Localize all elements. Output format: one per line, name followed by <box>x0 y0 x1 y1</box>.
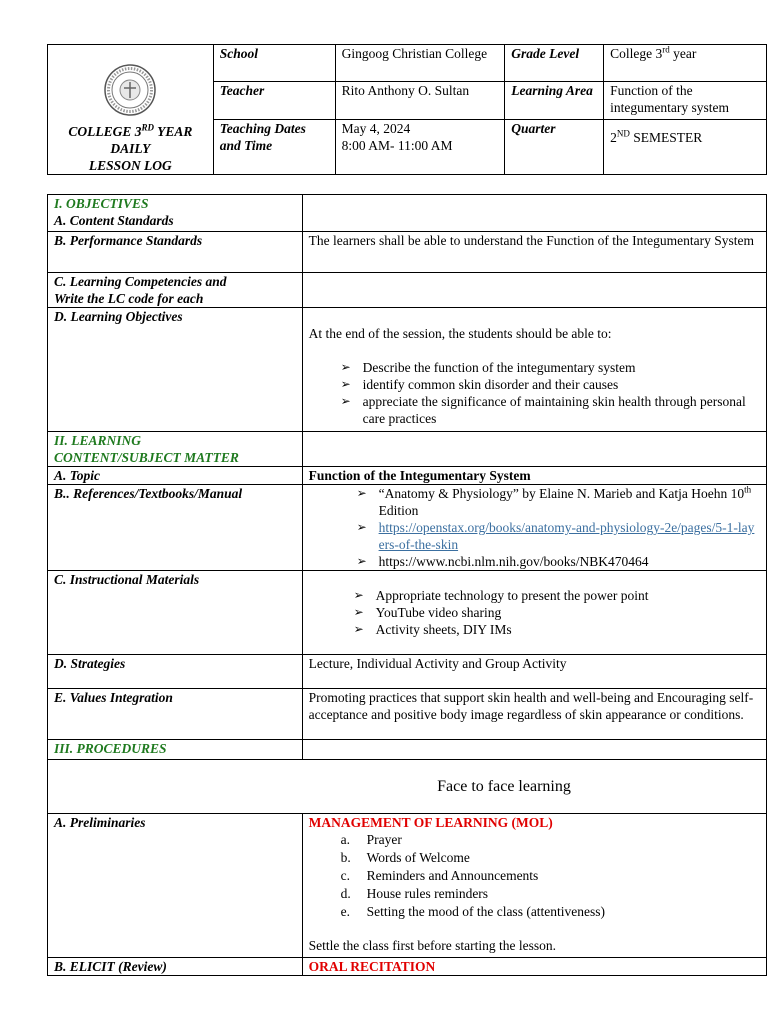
list-item: d. House rules reminders <box>340 886 489 901</box>
list-item: ➢ appreciate the significance of maintaining skin health through personal care practices <box>341 393 760 427</box>
lesson-log-table <box>47 194 767 976</box>
list-item: c. Reminders and Announcements <box>340 868 539 883</box>
preliminaries-value <box>302 814 766 958</box>
school-label: School <box>213 45 335 82</box>
table-row <box>48 689 767 740</box>
college-logo-cell <box>48 45 214 175</box>
list-item: b. Words of Welcome <box>340 850 470 865</box>
table-row <box>48 571 767 655</box>
elicit-value: ORAL RECITATION <box>302 958 766 976</box>
college-seal-icon <box>103 63 157 117</box>
elicit-label: B. ELICIT (Review) <box>48 958 303 976</box>
dates-label: Teaching Dates and Time <box>213 119 335 174</box>
table-row <box>48 958 767 976</box>
school-value: Gingoog Christian College <box>335 45 505 82</box>
grade-level-label: Grade Level <box>505 45 604 82</box>
preliminaries-label: A. Preliminaries <box>48 814 303 958</box>
references-list <box>357 485 760 570</box>
performance-standards-value: The learners shall be able to understand the Function of the Integumentary System <box>302 232 766 273</box>
table-row <box>48 760 767 814</box>
learning-content-value <box>302 432 766 467</box>
performance-standards-label: B. Performance Standards <box>48 232 303 273</box>
header-table <box>47 44 767 175</box>
face-to-face-heading: Face to face learning <box>48 760 767 814</box>
strategies-value: Lecture, Individual Activity and Group Activity <box>302 655 766 689</box>
list-item: ➢ “Anatomy & Physiology” by Elaine N. Marieb and Katja Hoehn 10th Edition <box>357 485 760 519</box>
table-row <box>48 195 767 232</box>
section-heading-procedures: III. PROCEDURES <box>48 740 303 760</box>
table-row <box>48 740 767 760</box>
references-value <box>302 485 766 571</box>
table-row <box>48 655 767 689</box>
content-standards-value <box>302 195 766 232</box>
mol-title: MANAGEMENT OF LEARNING (MOL) <box>308 815 553 830</box>
materials-list <box>354 587 760 638</box>
values-integration-label: E. Values Integration <box>48 689 303 740</box>
grade-level-value: College 3rd year <box>604 45 767 82</box>
reference-link[interactable]: https://openstax.org/books/anatomy-and-physiology-2e/pages/5-1-layers-of-the-skin <box>378 520 755 552</box>
list-item: a. Prayer <box>340 832 402 847</box>
table-row <box>48 232 767 273</box>
quarter-label: Quarter <box>505 119 604 174</box>
section-heading-learning-content: II. LEARNING CONTENT/SUBJECT MATTER <box>48 432 303 467</box>
section-heading-objectives: I. OBJECTIVES <box>54 196 149 211</box>
list-item: ➢ https://www.ncbi.nlm.nih.gov/books/NBK470464 <box>357 553 760 570</box>
mol-footer: Settle the class first before starting the lesson. <box>308 938 557 953</box>
content-standards-label: A. Content Standards <box>54 213 174 228</box>
learning-objectives-value <box>302 308 766 432</box>
list-item: ➢ Appropriate technology to present the power point <box>354 587 760 604</box>
teacher-value: Rito Anthony O. Sultan <box>335 81 505 119</box>
learning-area-label: Learning Area <box>505 81 604 119</box>
table-row <box>48 467 767 485</box>
topic-label: A. Topic <box>48 467 303 485</box>
topic-value: Function of the Integumentary System <box>302 467 766 485</box>
learning-objectives-label: D. Learning Objectives <box>48 308 303 432</box>
list-item: ➢ YouTube video sharing <box>354 604 760 621</box>
competencies-value <box>302 273 766 308</box>
references-label: B.. References/Textbooks/Manual <box>48 485 303 571</box>
list-item: ➢ identify common skin disorder and their causes <box>341 376 760 393</box>
values-integration-value: Promoting practices that support skin health and well-being and Encouraging self-acceptance and positive body image regardless of skin appearance or conditions. <box>302 689 766 740</box>
objectives-cell <box>48 195 303 232</box>
list-item <box>357 519 760 553</box>
procedures-value <box>302 740 766 760</box>
objectives-list <box>341 359 760 427</box>
table-row <box>48 432 767 467</box>
quarter-value: 2ND SEMESTER <box>604 119 767 174</box>
learning-area-value: Function of the integumentary system <box>604 81 767 119</box>
table-row <box>48 814 767 958</box>
table-row <box>48 273 767 308</box>
table-row <box>48 308 767 432</box>
strategies-label: D. Strategies <box>48 655 303 689</box>
teacher-label: Teacher <box>213 81 335 119</box>
list-item: ➢ Describe the function of the integumentary system <box>341 359 760 376</box>
dates-value: May 4, 2024 8:00 AM- 11:00 AM <box>335 119 505 174</box>
materials-label: C. Instructional Materials <box>48 571 303 655</box>
list-item: ➢ Activity sheets, DIY IMs <box>354 621 760 638</box>
table-row <box>48 485 767 571</box>
list-item: e. Setting the mood of the class (attentiveness) <box>340 904 606 919</box>
mol-list <box>309 831 760 921</box>
materials-value <box>302 571 766 655</box>
college-title: COLLEGE 3RD YEAR DAILY LESSON LOG <box>68 122 193 173</box>
competencies-label: C. Learning Competencies and Write the LC code for each <box>48 273 303 308</box>
objectives-intro: At the end of the session, the students should be able to: <box>308 326 612 341</box>
